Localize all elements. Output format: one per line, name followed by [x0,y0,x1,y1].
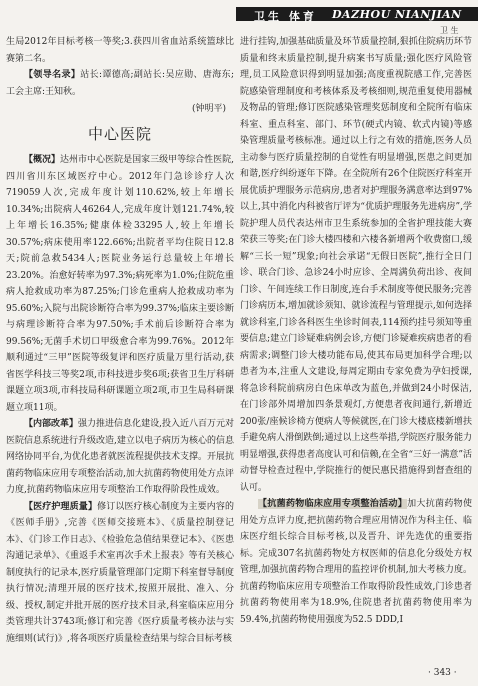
reform-paragraph [6,416,234,499]
overview-tag: 【概况】 [24,155,61,165]
left-column [6,34,234,647]
leaders-tag: 【领导名录】 [24,70,81,80]
continued-paragraph: 进行挂钩,加强基础质量及环节质量控制,狠抓住院病历环节质量和终末质量控制,提升病案书写质量;强化医疗风险管理,员工风险意识得到明显加强;高度重视院感工作,完善医院感染管理制度和考核体系及考核细则,规范重复使用器械及物品的管理;修订医院感染管理奖惩制度和全院所有临床科室、重点科室、部门、环节(硬式内镜、软式内镜)等感染管理质量考核标准。通过以上行之有效的措施,医务人员主动参与医疗质量控制的自觉性有明显增强,医患之间更加和谐,医疗纠纷逐年下降。在全院所有26个住院医疗科室开展优质护理服务示范病房,患者对护理服务满意率达到97%以上,其中消化内科被省厅评为“优质护理服务先进病房”,学院护理人员代表达州市卫生系统参加的全省护理技能大赛荣获三等奖;在门诊大楼四楼和六楼各新增两个收费窗口,缓解“三长一短”现象;向社会承诺“无假日医院”,推行全日门诊、联合门诊、急诊24小时应诊、全周满负荷出诊、夜间门诊、午间连续工作日制度,连台手术制度等便民服务;完善门诊病历本,增加就诊须知、就诊流程与管理提示,如何选择就诊科室,门诊各科医生坐诊时间表,114预约挂号须知等重要信息;建立门诊疑难病例会诊,方便门诊疑难疾病患者的看病需求;调整门诊大楼功能布局,使其布局更加科学合理;以患者为本,注重人文建设,每周定期由专家免费为孕妇授课,将急诊科院前病房白色床单改为蓝色,并做到24小时保洁,在门诊部外周增加四条景观灯,方便患者夜间通行,新增近200张/座候诊椅方便病人等候就医,在门诊大楼底楼新增扶手避免病人滑倒跌倒;通过以上这些举措,学院医疗服务能力明显增强,获得患者高度认可和信赖,在全省“三好一满意”活动督导检查过程中,学院推行的便民惠民措施得到督查组的认可。 [240,37,472,493]
right-column [240,34,472,628]
section-title: 卫生 体育 [254,10,317,23]
leaders-text: 站长:谭德高;副站长:吴应勋、唐海东;工会主席:王知秋。 [6,70,234,97]
section-subtitle: 卫 生 [440,26,459,35]
quality-tag: 【医疗护理质量】 [24,501,98,512]
overview-text: 达州市中心医院是国家三级甲等综合性医院,四川省川东区域医疗中心。2012年门急诊诊疗人次719059人次,完成年度计划110.62%,较上年增长10.34%;出院病人46264人,完成年度计划121.74%,较上年增长16.35%;健康体检33295人,较上年增长30.57%;病床使用率122.66%;出院者平均住院日12.8天;院前急救5434人;医院业务运行总量较上年增长23.20%。治愈好转率为97.3%;病死率为1.0%;住院危重病人抢救成功率为87.25%;门诊危重病人抢救成功率为95.60%;入院与出院诊断符合率为99.37%;临床主要诊断与病理诊断符合率为97.50%;手术前后诊断符合率为99.56%;无菌手术切口甲级愈合率为99.76%。2012年顺利通过“三甲”医院等级复评和医疗质量万里行活动,获省医学科技三等奖2项,市科技进步奖6项;获省卫生厅科研课题立项3项,市科技局科研课题立项2项,市卫生局科研课题立项11项。 [6,155,234,413]
intro-paragraph: 生局2012年目标考核一等奖;3.获四川省血站系统篮球比赛第二名。 [6,37,234,64]
overview-paragraph [6,152,234,416]
leaders-paragraph [6,67,234,100]
quality-paragraph [6,499,234,648]
antibiotic-text: 加大抗菌药物使用处方点评力度,把抗菌药物合理应用情况作为科主任、临床医疗组长综合目标考核,以及晋升、评先选优的重要指标。完成307名抗菌药物处方权医师的信息化分级处方权管理,加强抗菌药物合理用的监控评价机制,加大考核力度。抗菌药物临床应用专项整治工作取得阶段性成效,门诊患者抗菌药物使用率为18.9%,住院患者抗菌药物使用率为59.4%,抗菌药物使用强度为52.5 DDD,I [240,499,472,625]
reform-tag: 【内部改革】 [24,419,79,429]
antibiotic-tag: 【抗菌药物临床应用专项整治活动】 [258,499,408,509]
publication-name: DAZHOU NIANJIAN [332,8,462,21]
reform-text: 强力推进信息化建设,投入近八百万元对医院信息系统进行升级改造,建立以电子病历为核心的信息网络协同平台,为优化患者就医流程提供技术支撑。开展抗菌药物临床应用专项整治活动,加大抗菌药物使用处方点评力度,抗菌药物临床应用专项整治工作取得阶段性成效。 [6,419,234,495]
page-number: · 343 · [428,668,457,678]
quality-text: 修订以医疗核心制度为主要内容的《医师手册》,完善《医师交接班本》、《质量控制登记本》、《门诊工作日志》、《检验危急值结果登记本》、《医患沟通记录单》、《重返手术室再次手术上报表》等有关核心制度执行的记录本,医疗质量管理部门定期下科室督导制度执行情况;清理开展的医疗技术,按照开展批、准入、分级、授权,制定并批开展的医疗技术目录,科室临床应用分类管理共计3743项;修订和完善《医疗质量考核办法与实施细则(试行)》,将各项医疗质量检查结果与综合目标考核 [6,501,234,644]
page-header [0,0,478,35]
article-title: 中心医院 [87,124,152,143]
antibiotic-paragraph [240,496,472,628]
byline: (钟明平) [191,104,226,114]
